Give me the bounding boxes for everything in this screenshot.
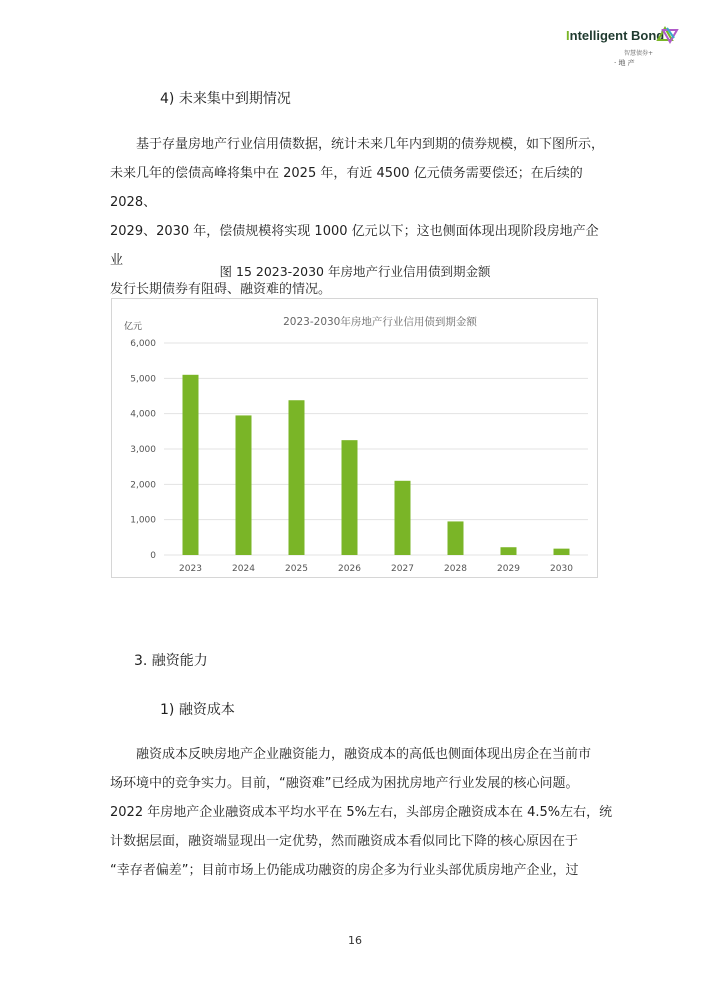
section-heading-future-maturity: 4) 未来集中到期情况 xyxy=(160,91,291,107)
y-tick-label: 5,000 xyxy=(130,374,156,385)
x-tick-label: 2024 xyxy=(232,564,255,574)
x-tick-label: 2025 xyxy=(285,564,308,574)
x-tick-label: 2026 xyxy=(338,564,361,574)
bar-2024 xyxy=(236,415,252,555)
paragraph-line: 发行长期债券有阻碍、融资难的情况。 xyxy=(110,282,332,297)
paragraph-line: “幸存者偏差”；目前市场上仍能成功融资的房企多为行业头部优质房地产企业，过 xyxy=(110,863,579,878)
paragraph-financing-cost xyxy=(110,740,613,885)
brand-mark-icon xyxy=(654,22,680,48)
paragraph-line: 2022 年房地产企业融资成本平均水平在 5%左右，头部房企融资成本在 4.5%左右，统 xyxy=(110,805,613,820)
bar-chart-frame xyxy=(111,298,598,578)
bar-2023 xyxy=(183,375,199,555)
x-tick-label: 2027 xyxy=(391,564,414,574)
x-tick-label: 2029 xyxy=(497,564,520,574)
section-heading-financing-ability: 3. 融资能力 xyxy=(134,653,208,669)
y-tick-label: 2,000 xyxy=(130,480,156,491)
paragraph-line: 融资成本反映房地产企业融资能力，融资成本的高低也侧面体现出房企在当前市 xyxy=(136,747,592,762)
y-tick-label: 6,000 xyxy=(130,339,156,349)
brand-name: Intelligent Bond xyxy=(566,28,665,43)
x-tick-label: 2028 xyxy=(444,564,467,574)
y-tick-label: 1,000 xyxy=(130,515,156,526)
figure-caption: 图 15 2023-2030 年房地产行业信用债到期金额 xyxy=(219,264,491,279)
paragraph-line: 未来几年的偿债高峰将集中在 2025 年，有近 4500 亿元债务需要偿还；在后续的 2028、 xyxy=(110,166,583,210)
y-tick-label: 0 xyxy=(150,551,156,561)
brand-subtitle: 智慧债券+ xyxy=(624,50,654,57)
y-tick-label: 4,000 xyxy=(130,409,156,420)
paragraph-line: 2029、2030 年，偿债规模将实现 1000 亿元以下；这也侧面体现出现阶段房地产企业 xyxy=(110,224,599,268)
x-tick-label: 2023 xyxy=(179,564,202,574)
bar-2029 xyxy=(501,547,517,555)
bar-2028 xyxy=(448,521,464,555)
paragraph-line: 基于存量房地产行业信用债数据，统计未来几年内到期的债券规模，如下图所示， xyxy=(136,137,605,152)
y-tick-label: 3,000 xyxy=(130,445,156,455)
sub-heading-financing-cost: 1) 融资成本 xyxy=(160,702,235,718)
bar-chart xyxy=(112,299,599,579)
paragraph-line: 场环境中的竞争实力。目前，“融资难”已经成为困扰房地产行业发展的核心问题。 xyxy=(110,776,579,791)
brand-logo xyxy=(566,22,686,70)
x-tick-label: 2030 xyxy=(550,564,573,574)
paragraph-line: 计数据层面，融资端显现出一定优势，然而融资成本看似同比下降的核心原因在于 xyxy=(110,834,579,849)
page-number: 16 xyxy=(348,934,362,947)
brand-tag: · 地 产 xyxy=(614,59,635,67)
bar-2026 xyxy=(342,440,358,555)
chart-title: 2023-2030年房地产行业信用债到期金额 xyxy=(283,316,477,328)
bar-2030 xyxy=(554,549,570,555)
bar-2027 xyxy=(395,481,411,555)
y-axis-unit-label: 亿元 xyxy=(124,322,143,332)
bar-2025 xyxy=(289,400,305,555)
